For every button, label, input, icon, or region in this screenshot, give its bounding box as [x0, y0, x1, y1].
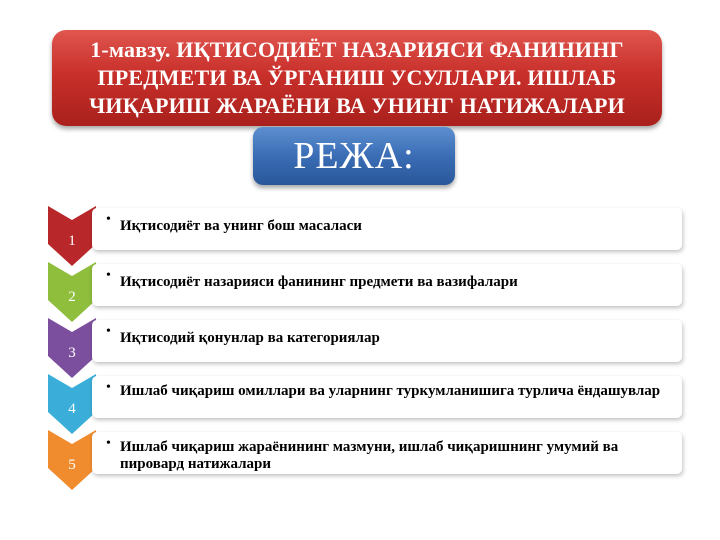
title-banner: [52, 30, 662, 126]
list-item: [48, 206, 683, 266]
list-item: [48, 262, 683, 322]
item-number: 3: [68, 344, 76, 361]
chevron-marker: [48, 206, 96, 266]
bullet-icon: •: [106, 324, 111, 339]
item-card: [92, 208, 682, 250]
list-item: [48, 318, 683, 378]
item-card: [92, 432, 682, 474]
bullet-icon: •: [106, 268, 111, 283]
item-number: 2: [68, 288, 76, 305]
item-card: [92, 264, 682, 306]
bullet-icon: •: [106, 436, 111, 451]
item-text: Иқтисодий қонунлар ва категориялар: [120, 330, 380, 346]
item-text: Иқтисодиёт ва унинг бош масаласи: [120, 218, 362, 234]
item-number: 1: [68, 232, 76, 249]
chevron-marker: [48, 318, 96, 378]
bullet-icon: •: [106, 212, 111, 227]
item-text: Иқтисодиёт назарияси фанининг предмети ва вазифалари: [120, 274, 518, 290]
plan-label: РЕЖА:: [293, 135, 415, 177]
item-card: [92, 320, 682, 362]
chevron-marker: [48, 262, 96, 322]
bullet-icon: •: [106, 380, 111, 395]
item-card: [92, 376, 682, 418]
item-text: Ишлаб чиқариш жараёнининг мазмуни, ишлаб чиқаришнинг умумий ва пировард натижалари: [120, 439, 619, 472]
list-item: [48, 430, 683, 490]
plan-banner: [253, 127, 455, 185]
item-number: 4: [68, 400, 76, 417]
list-item: [48, 374, 683, 434]
item-text: Ишлаб чиқариш омиллари ва уларнинг туркумланишига турлича ёндашувлар: [120, 383, 661, 399]
item-number: 5: [68, 456, 76, 473]
chevron-marker: [48, 374, 96, 434]
slide-title: 1-мавзу. ИҚТИСОДИЁТ НАЗАРИЯСИ ФАНИНИНГ ПРЕДМЕТИ ВА ЎРГАНИШ УСУЛЛАРИ. ИШЛАБ ЧИҚАРИШ ЖАРАЁНИ ВА УНИНГ НАТИЖАЛАРИ: [89, 37, 625, 118]
chevron-marker: [48, 430, 96, 490]
